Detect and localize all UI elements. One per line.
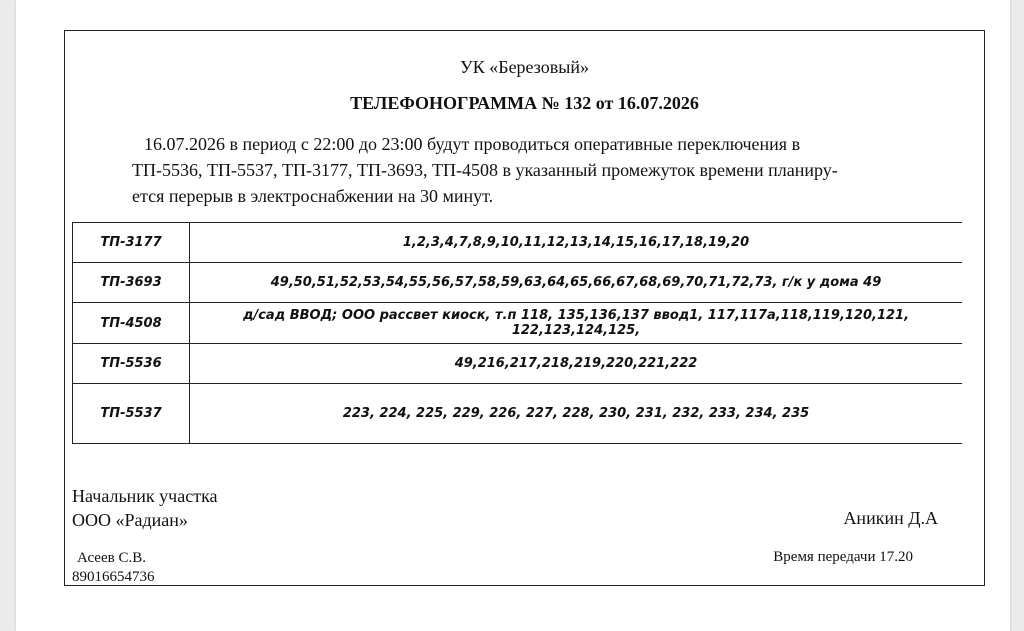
- table-row: [73, 384, 963, 444]
- executor-phone: 89016654736: [72, 569, 155, 585]
- executor-name: Асеев С.В.: [77, 550, 146, 566]
- substation-cell: ТП-3693: [73, 263, 190, 303]
- table-row: [73, 223, 963, 263]
- signer-name: Аникин Д.А: [843, 508, 938, 528]
- houses-cell: д/сад ВВОД; ООО рассвет киоск, т.п 118, 135,136,137 ввод1, 117,117а,118,119,120,121, 122,123,124,125,: [190, 303, 963, 344]
- substation-cell: ТП-3177: [73, 223, 190, 263]
- signer-block: [72, 484, 218, 532]
- table-row: [73, 303, 963, 344]
- houses-cell: 49,50,51,52,53,54,55,56,57,58,59,63,64,65,66,67,68,69,70,71,72,73, г/к у дома 49: [190, 263, 963, 303]
- houses-cell: 49,216,217,218,219,220,221,222: [190, 344, 963, 384]
- executor-block: [72, 549, 155, 587]
- transmission-time: Время передачи 17.20: [773, 549, 913, 565]
- substation-table: [72, 222, 962, 444]
- substation-cell: ТП-5537: [73, 384, 190, 444]
- houses-cell: 223, 224, 225, 229, 226, 227, 228, 230, 231, 232, 233, 234, 235: [190, 384, 963, 444]
- notice-text: [132, 131, 922, 209]
- substation-cell: ТП-4508: [73, 303, 190, 344]
- document-page: [16, 0, 1010, 631]
- document-frame: [64, 30, 985, 586]
- table-row: [73, 263, 963, 303]
- notice-line-2: ТП-5536, ТП-5537, ТП-3177, ТП-3693, ТП-4508 в указанный промежуток времени планиру-: [132, 160, 838, 180]
- organization-name: УК «Березовый»: [459, 57, 589, 77]
- notice-line-3: ется перерыв в электроснабжении на 30 минут.: [132, 186, 494, 206]
- notice-line-1: 16.07.2026 в период с 22:00 до 23:00 будут проводиться оперативные переключения в: [144, 134, 801, 154]
- substation-cell: ТП-5536: [73, 344, 190, 384]
- document-title: ТЕЛЕФОНОГРАММА № 132 от 16.07.2026: [350, 93, 699, 113]
- houses-cell: 1,2,3,4,7,8,9,10,11,12,13,14,15,16,17,18,19,20: [190, 223, 963, 263]
- signer-position: Начальник участка: [72, 486, 218, 506]
- table-row: [73, 344, 963, 384]
- signer-company: ООО «Радиан»: [72, 510, 188, 530]
